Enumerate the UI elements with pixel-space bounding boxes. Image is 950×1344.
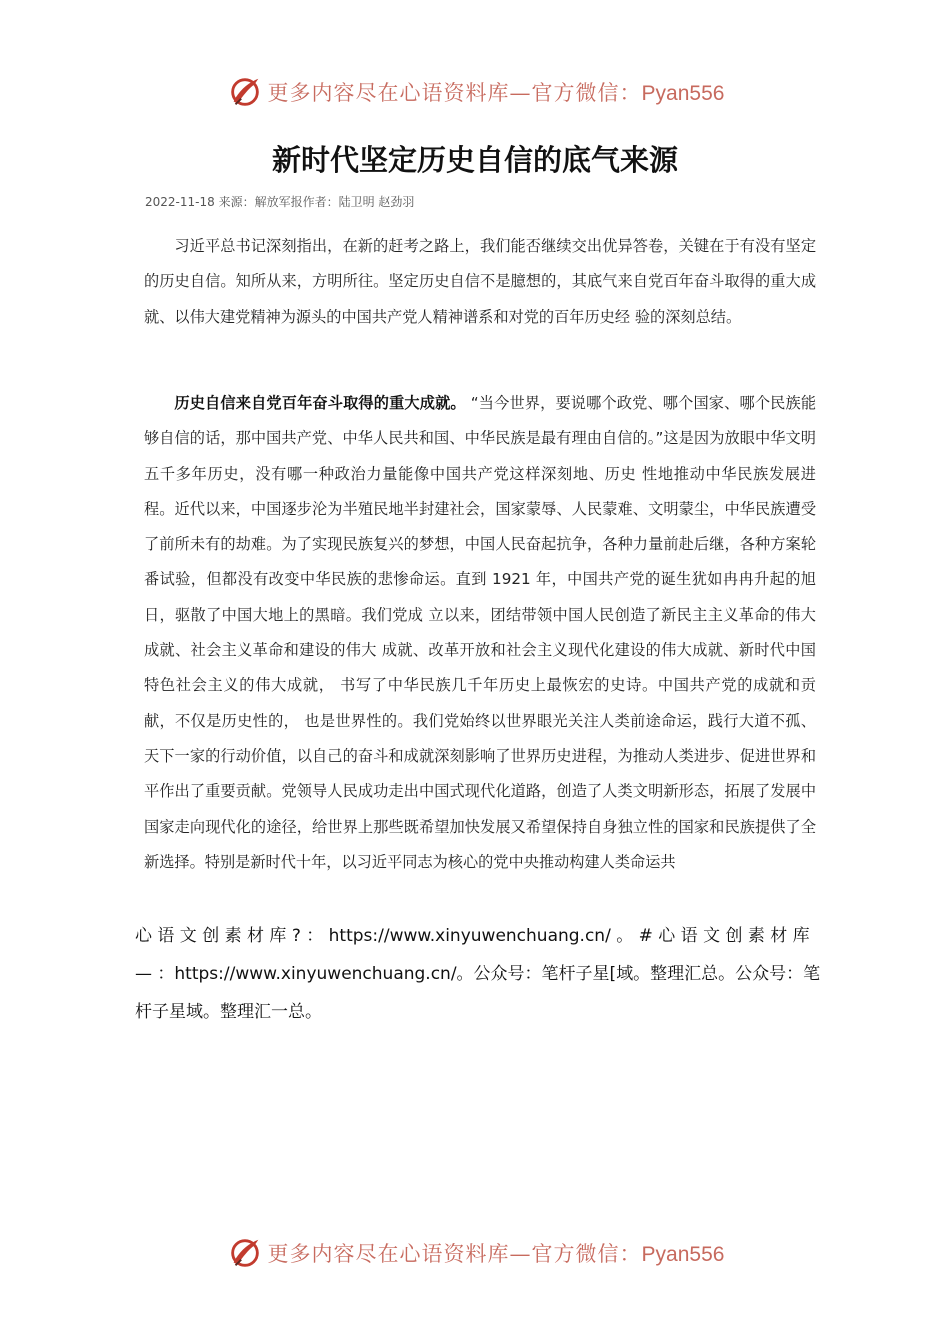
article-source: 来源：解放军报作者：陆卫明 赵劲羽 [218,195,415,209]
footer-banner [0,1233,950,1273]
header-banner [0,72,950,112]
paragraph-1: 习近平总书记深刻指出，在新的赶考之路上，我们能否继续交出优异答卷，关键在于有没有坚定的历史自信。知所从来，方明所往。坚定历史自信不是臆想的，其底气来自党百年奋斗取得的重大成就、以伟大建党精神为源头的中国共产党人精神谱系和对党的百年历史经 验的深刻总结。 [144,237,816,326]
paragraph-2-lead: 历史自信来自党百年奋斗取得的重大成就。 [174,394,466,412]
banner-text: 更多内容尽在心语资料库—官方微信：Pyan556 [267,81,725,105]
source-note: 心 语 文 创 素 材 库 ? ： https://www.xinyuwenchuang.cn/ 。 # 心 语 文 创 素 材 库 — ：https://www.xinyuwenchuang.cn/。公众号：笔杆子星[域。整理汇总。公众号：笔杆子星域。整理汇一总。 [135,926,821,1022]
wechat-id: Pyan556 [641,82,725,105]
banner-text: 更多内容尽在心语资料库—官方微信：Pyan556 [267,1242,725,1266]
paragraph-2 [144,386,816,880]
pen-swirl-logo-icon [226,73,264,111]
article-meta [145,193,414,210]
article-title: 新时代坚定历史自信的底气来源 [271,143,678,177]
pen-swirl-logo-icon [226,1234,264,1272]
paragraph-2-body: “当今世界，要说哪个政党、哪个国家、哪个民族能够自信的话，那中国共产党、中华人民共和国、中华民族是最有理由自信的。”这是因为放眼中华文明五千多年历史，没有哪一种政治力量能像中国共产党这样深刻地、历史 性地推动中华民族发展进程。近代以来，中国逐步沦为半殖民地半封建社会，国家蒙辱、人民蒙难、文明蒙尘，中华民族遭受了前所未有的劫难。为了实现民族复兴的梦想，中国人民奋起抗争，各种力量前赴后继，各种方案轮番试验，但都没有改变中华民族的悲惨命运。直到 1921 年，中国共产党的诞生犹如冉冉升起的旭日，驱散了中国大地上的黑暗。我们党成 立以来，团结带领中国人民创造了新民主主义革命的伟大成就、社会主义革命和建设的伟大 成就、改革开放和社会主义现代化建设的伟大成就、新时代中国特色社会主义的伟大成就， 书写了中华民族几千年历史上最恢宏的史诗。中国共产党的成就和贡献，不仅是历史性的， 也是世界性的。我们党始终以世界眼光关注人类前途命运，践行大道不孤、天下一家的行动价值，以自己的奋斗和成就深刻影响了世界历史进程，为推动人类进步、促进世界和平作出了重要贡献。党领导人民成功走出中国式现代化道路，创造了人类文明新形态，拓展了发展中国家走向现代化的途径，给世界上那些既希望加快发展又希望保持自身独立性的国家和民族提供了全新选择。特别是新时代十年，以习近平同志为核心的党中央推动构建人类命运共 [144,394,817,871]
article-date: 2022-11-18 [145,195,215,209]
wechat-id: Pyan556 [641,1243,725,1266]
